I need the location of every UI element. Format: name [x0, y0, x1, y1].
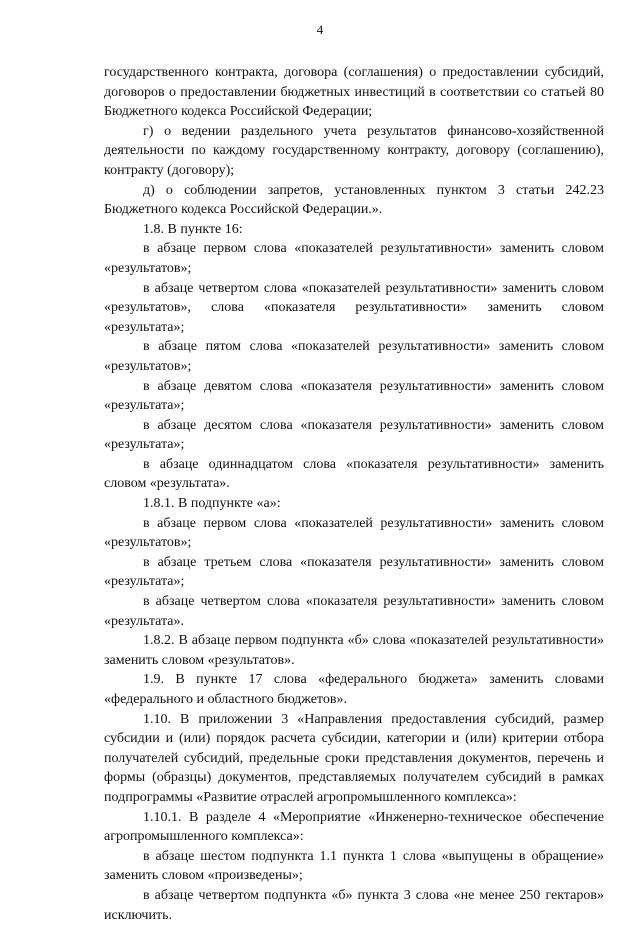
document-body — [104, 63, 604, 925]
paragraph: 1.8.2. В абзаце первом подпункта «б» слова «показателей результативности» заменить словом «результатов». — [104, 633, 604, 668]
paragraph: в абзаце первом слова «показателей результативности» заменить словом «результатов»; — [104, 515, 604, 551]
paragraph: в абзаце шестом подпункта 1.1 пункта 1 слова «выпущены в обращение» заменить словом «произведены»; — [104, 848, 604, 884]
paragraph: д) о соблюдении запретов, установленных пунктом 3 статьи 242.23 Бюджетного кодекса Российской Федерации.». — [104, 182, 604, 218]
paragraph: государственного контракта, договора (соглашения) о предоставлении субсидий, договоров о предоставлении бюджетных инвестиций в соответствии со статьей 80 Бюджетного кодекса Российской Федерации; — [104, 65, 604, 120]
paragraph: в абзаце одиннадцатом слова «показателя результативности» заменить словом «результата». — [104, 456, 604, 492]
paragraph: в абзаце четвертом подпункта «б» пункта 3 слова «не менее 250 гектаров» исключить. — [104, 887, 604, 923]
page-number: 4 — [316, 22, 324, 37]
paragraph: в абзаце первом слова «показателей результативности» заменить словом «результатов»; — [104, 241, 604, 276]
paragraph: 1.10.1. В разделе 4 «Мероприятие «Инженерно-техническое обеспечение агропромышленного комплекса»: — [104, 809, 604, 845]
paragraph: в абзаце десятом слова «показателя результативности» заменить словом «результата»; — [104, 417, 604, 453]
paragraph: в абзаце четвертом слова «показателя результативности» заменить словом «результата». — [104, 594, 604, 629]
paragraph: в абзаце пятом слова «показателей результативности» заменить словом «результатов»; — [104, 339, 604, 374]
paragraph: 1.8. В пункте 16: — [143, 221, 243, 237]
paragraph: в абзаце третьем слова «показателя результативности» заменить словом «результата»; — [104, 554, 604, 590]
paragraph: 1.10. В приложении 3 «Направления предоставления субсидий, размер субсидии и (или) порядок расчета субсидии, категории и (или) критерии отбора получателей субсидий, предельные сроки представления документов, перечень и формы (образцы) документов, представляемых получателем субсидий в рамках подпрограммы «Развитие отраслей агропромышленного комплекса»: — [104, 711, 604, 805]
paragraph: г) о ведении раздельного учета результатов финансово-хозяйственной деятельности по каждому государственному контракту, договору (соглашению), контракту (договору); — [104, 123, 604, 178]
paragraph: 1.9. В пункте 17 слова «федерального бюджета» заменить словами «федерального и областного бюджетов». — [104, 672, 604, 707]
paragraph: 1.8.1. В подпункте «а»: — [143, 496, 281, 512]
paragraph: в абзаце четвертом слова «показателей результативности» заменить словом «результатов», слова «показателя результативности» заменить словом «результата»; — [104, 280, 604, 335]
paragraph: в абзаце девятом слова «показателя результативности» заменить словом «результата»; — [104, 378, 604, 414]
